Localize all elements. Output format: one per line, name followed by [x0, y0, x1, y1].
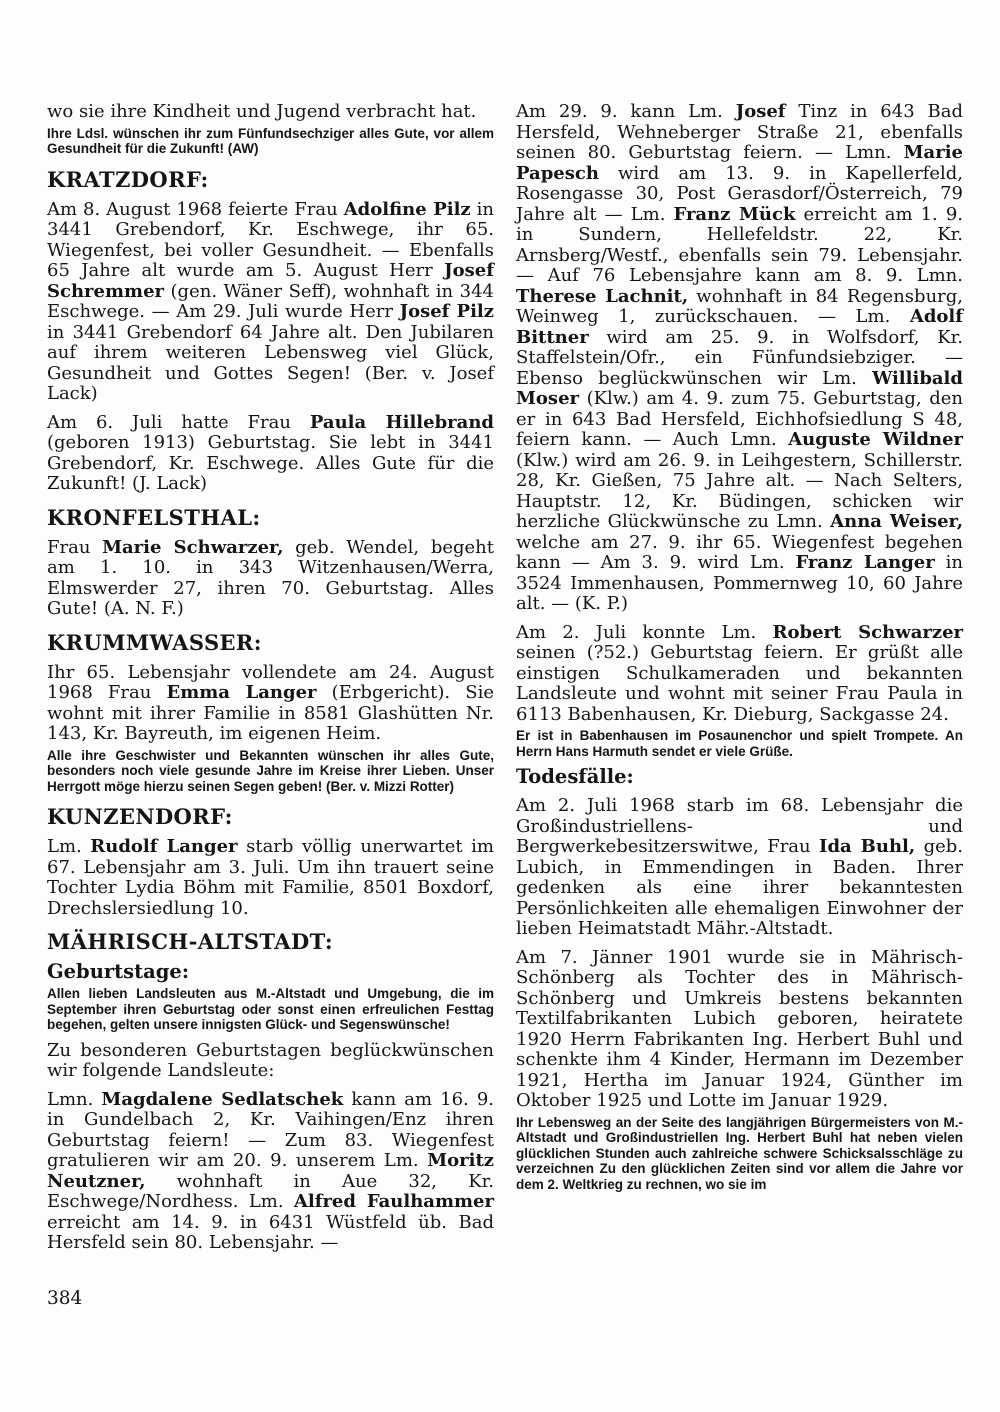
paragraph [47, 538, 494, 620]
text-run: Ihr 65. Lebensjahr vollendete am 24. August 1968 Frau [47, 661, 494, 703]
sub-heading [47, 960, 494, 983]
text-run: Lmn. [47, 1088, 102, 1110]
text-run: in 3441 Grebendorf, Kr. Eschwege, ihr 65. Wiegenfest, bei voller Gesundheit. — Ebenfalls 65 Jahre alt wurde am 5. August Herr [47, 198, 494, 281]
paragraph [47, 663, 494, 745]
text-run: KRATZDORF: [47, 166, 209, 192]
text-run: geb. Lubich, in Emmendingen in Baden. Ihrer gedenken als eine ihrer bekanntesten Persönlichkeiten alle ehemaligen Einwohner der lieben Heimatstadt Mähr.-Altstadt. [516, 836, 964, 939]
paragraph [47, 102, 494, 123]
text-run: in 3441 Grebendorf 64 Jahre alt. Den Jubilaren auf ihrem weiteren Lebensweg viel Glück, Gesundheit und Gottes Segen! (Ber. v. Josef Lack) [47, 321, 494, 404]
person-name: Marie Schwarzer, [102, 536, 284, 558]
text-run: Am 7. Jänner 1901 wurde sie in Mährisch-Schönberg als Tochter des in Mährisch-Schönberg und Umkreis bestens bekannten Textilfabrikanten Lubich geboren, heiratete 1920 Herrn Fabrikanten Ing. Herbert Buhl und schenkte ihm 4 Kinder, Hermann im Dezember 1921, Hertha im Januar 1924, Günther im Oktober 1925 und Lotte im Januar 1929. [516, 946, 963, 1111]
text-run: KRONFELSTHAL: [47, 504, 261, 530]
text-run: Alle ihre Geschwister und Bekannten wünschen ihr alles Gute, besonders noch viele gesunde Jahre im Kreise ihrer Lieben. Unser Herrgott möge hierzu seinen Segen geben! (Ber. v. Mizzi Rotter) [47, 747, 494, 794]
person-name: Therese Lachnit, [516, 285, 689, 307]
paragraph [516, 102, 963, 615]
paragraph [47, 200, 494, 405]
person-name: Alfred Faulhammer [293, 1191, 494, 1212]
text-run: MÄHRISCH-ALTSTADT: [47, 929, 334, 954]
text-run: in 3524 Immenhausen, Pommernweg 10, 60 Jahre alt. — (K. P.) [516, 552, 963, 614]
text-run: seinen (?52.) Geburtstag feiern. Er grüßt alle einstigen Schulkameraden und bekannten Landsleute und wohnt mit seiner Frau Paula in 6113 Babenhausen, Kr. Dieburg, Sackgasse 24. [516, 642, 963, 725]
person-name: Moritz Neutzner, [47, 1150, 494, 1192]
text-run: welche am 27. 9. ihr 65. Wiegenfest begehen kann — Am 3. 9. wird Lm. [516, 531, 963, 573]
text-run: Ihr Lebensweg an der Seite des langjährigen Bürgermeisters von M.-Altstadt und Großindustriellen Ing. Herbert Buhl hat neben vielen glücklichen Stunden auch zahlreiche schwere Schicksalsschläge zu verzeichnen Zu den glücklichen Zeiten sind vor allem die Jahre vor dem 2. Weltkrieg zu rechnen, wo sie im [516, 1114, 963, 1192]
text-run: Zu besonderen Geburtstagen beglückwünschen wir folgende Landsleute: [47, 1039, 494, 1081]
text-run: erreicht am 1. 9. in Sundern, Hellefeldstr. 22, Kr. Arnsberg/Westf., ebenfalls sein 79. Lebensjahr. — Auf 76 Lebensjahre kann am 8. 9. Lmn. [516, 203, 963, 286]
text-run: wohnhaft in 84 Regensburg, Weinweg 1, zurückschauen. — Lm. [516, 285, 964, 327]
paragraph [516, 623, 963, 726]
text-run: Tinz in 643 Bad Hersfeld, Wehneberger Straße 21, ebenfalls seinen 80. Geburtstag feiern. — Lmn. [516, 101, 963, 163]
paragraph [47, 1041, 494, 1082]
person-name: Franz Mück [673, 203, 796, 225]
section-heading [47, 930, 494, 954]
text-run: erreicht am 14. 9. in 6431 Wüstfeld üb. Bad Hersfeld sein 80. Lebensjahr. — [47, 1211, 494, 1253]
right-column [516, 102, 963, 1192]
person-name: Franz Langer [795, 552, 935, 573]
person-name: Rudolf Langer [90, 836, 238, 857]
text-run: KUNZENDORF: [47, 804, 233, 829]
paragraph [516, 796, 963, 940]
section-heading [47, 805, 494, 829]
text-run: (Klw.) wird am 26. 9. in Leihgestern, Schillerstr. 28, Kr. Gießen, 75 Jahre alt. — Nach Selters, Hauptstr. 12, Kr. Büdingen, schicken wir herzliche Glückwünsche zu Lmn. [516, 449, 963, 532]
text-run: wohnhaft in Aue 32, Kr. Eschwege/Nordhess. Lm. [47, 1170, 494, 1212]
left-column [47, 102, 494, 1254]
small-note [516, 1115, 963, 1193]
page-number: 384 [47, 1288, 83, 1309]
text-run: Am 29. 9. kann Lm. [516, 101, 736, 122]
text-run: geb. Wendel, begeht am 1. 10. in 343 Witzenhausen/Werra, Elmswerder 27, ihren 70. Geburtstag. Alles Gute! (A. N. F.) [47, 536, 494, 619]
text-run: Am 2. Juli 1968 starb im 68. Lebensjahr die Großindustriellens- und Bergwerkebesitzerswitwe, Frau [516, 795, 963, 857]
person-name: Adolf Bittner [516, 306, 963, 348]
small-note [47, 748, 494, 795]
person-name: Josef Pilz [399, 301, 494, 322]
text-run: (gen. Wäner Seff), wohnhaft in 344 Eschwege. — Am 29. Juli wurde Herr [47, 280, 494, 322]
person-name: Magdalene Sedlatschek [101, 1088, 344, 1110]
paragraph [47, 837, 494, 919]
text-run: Ihre Ldsl. wünschen ihr zum Fünfundsechziger alles Gute, vor allem Gesundheit für die Zukunft! (AW) [47, 125, 494, 156]
text-run: Frau [47, 536, 103, 558]
text-run: (geboren 1913) Geburtstag. Sie lebt in 3441 Grebendorf, Kr. Eschwege. Alles Gute für die Zukunft! (J. Lack) [47, 432, 494, 494]
person-name: Anna Weiser, [830, 511, 963, 532]
small-note [47, 986, 494, 1033]
text-run: (Klw.) am 4. 9. zum 75. Geburtstag, den er in 643 Bad Hersfeld, Eichhofsiedlung S 48, feiern kann. — Auch Lmn. [516, 388, 963, 450]
text-run: Am 2. Juli konnte Lm. [516, 621, 773, 643]
person-name: Josef Schremmer [47, 260, 494, 302]
person-name: Emma Langer [166, 682, 317, 703]
person-name: Josef [735, 101, 786, 122]
section-heading [47, 631, 494, 655]
section-heading [47, 506, 494, 530]
text-run: Am 8. August 1968 feierte Frau [47, 198, 344, 220]
text-run: starb völlig unerwartet im 67. Lebensjahr am 3. Juli. Um ihn trauert seine Tochter Lydia Böhm mit Familie, 8501 Boxdorf, Drechslersiedlung 10. [47, 836, 494, 919]
text-run: Geburtstage: [47, 960, 190, 983]
paragraph [47, 1090, 494, 1254]
person-name: Robert Schwarzer [772, 621, 964, 643]
person-name: Marie Papesch [516, 142, 963, 184]
text-run: Allen lieben Landsleuten aus M.-Altstadt und Umgebung, die im September ihren Geburtstag oder sonst einen erfreulichen Festtag begehen, gelten unsere innigsten Glück- und Segenswünsche! [47, 986, 494, 1032]
text-run: Todesfälle: [516, 765, 634, 788]
text-run: KRUMMWASSER: [47, 629, 262, 655]
person-name: Auguste Wildner [788, 429, 963, 450]
person-name: Paula Hillebrand [309, 411, 494, 433]
text-run: Lm. [47, 836, 91, 857]
paragraph [47, 413, 494, 495]
small-note [47, 126, 494, 157]
text-run: wird am 25. 9. in Wolfsdorf, Kr. Staffelstein/Ofr., ein Fünfundsiebziger. — Ebenso beglückwünschen wir Lm. [516, 326, 963, 389]
text-run: Am 6. Juli hatte Frau [47, 411, 310, 433]
text-run: Er ist in Babenhausen im Posaunenchor und spielt Trompete. An Herrn Hans Harmuth sendet er viele Grüße. [516, 728, 963, 759]
sub-heading [516, 765, 963, 788]
person-name: Adolfine Pilz [343, 198, 471, 220]
paragraph [516, 948, 963, 1112]
text-run: kann am 16. 9. in Gundelbach 2, Kr. Vaihingen/Enz ihren Geburtstag feiern! — Zum 83. Wiegenfest gratulieren wir am 20. 9. unserem Lm. [47, 1088, 495, 1171]
text-run: (Erbgericht). Sie wohnt mit ihrer Familie in 8581 Glashütten Nr. 143, Kr. Bayreuth, im eigenen Heim. [47, 682, 495, 744]
text-run: wird am 13. 9. in Kapellerfeld, Rosengasse 30, Post Gerasdorf/Österreich, 79 Jahre alt — Lm. [516, 162, 963, 225]
small-note [516, 728, 963, 759]
person-name: Willibald Moser [516, 367, 963, 409]
section-heading [47, 168, 494, 192]
text-run: wo sie ihre Kindheit und Jugend verbracht hat. [47, 101, 477, 122]
person-name: Ida Buhl, [819, 836, 916, 857]
